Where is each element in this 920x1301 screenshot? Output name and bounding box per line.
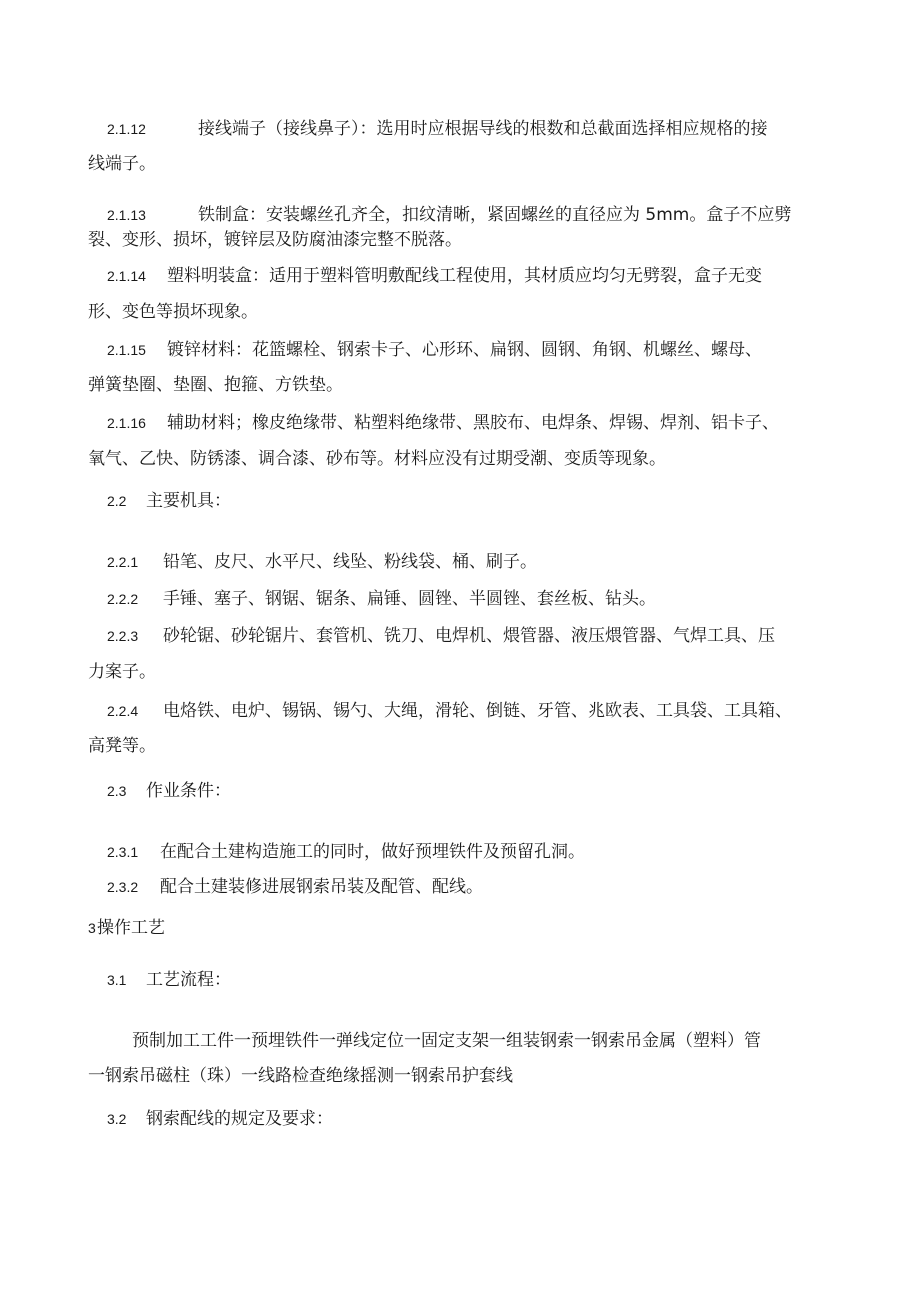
paragraph-line: 塑料明装盒：适用于塑料管明敷配线工程使用，其材质应均匀无劈裂，盒子无变 (167, 266, 762, 286)
section-number: 2.1.13 (107, 207, 146, 223)
paragraph-line: 镀锌材料：花篮螺栓、钢索卡子、心形环、扁钢、圆钢、角钢、机螺丝、螺母、 (167, 340, 762, 360)
section-heading: 作业条件： (146, 781, 231, 801)
section-heading: 主要机具： (146, 491, 231, 511)
paragraph-line: 接线端子（接线鼻子）：选用时应根据导线的根数和总截面选择相应规格的接 (198, 119, 768, 139)
section-number: 2.1.12 (107, 121, 146, 137)
paragraph-line: 手锤、塞子、钢锯、锯条、扁锤、圆锉、半圆锉、套丝板、钻头。 (163, 589, 656, 609)
section-number: 2.3.1 (107, 844, 139, 860)
section-number: 2.1.16 (107, 415, 146, 431)
section-heading: 工艺流程： (146, 970, 231, 990)
section-number: 3.2 (107, 1111, 127, 1127)
paragraph-line: 氧气、乙快、防锈漆、调合漆、砂布等。材料应没有过期受潮、变质等现象。 (88, 449, 666, 469)
section-heading: 钢索配线的规定及要求： (146, 1109, 333, 1129)
section-number: 2.2.4 (107, 703, 139, 719)
section-number: 2.2.2 (107, 591, 139, 607)
section-number: 2.3 (107, 783, 127, 799)
section-number: 2.1.14 (107, 268, 146, 284)
paragraph-line: 弹簧垫圈、垫圈、抱箍、方铁垫。 (88, 375, 343, 395)
section-number: 2.2 (107, 493, 127, 509)
paragraph-line: 线端子。 (88, 154, 156, 174)
paragraph-line: 电烙铁、电炉、锡锅、锡勺、大绳，滑轮、倒链、牙管、兆欧表、工具袋、工具箱、 (163, 701, 792, 721)
paragraph-line: 铁制盒：安装螺丝孔齐全，扣纹清晰，紧固螺丝的直径应为 5mm。盒子不应劈 (198, 205, 792, 225)
section-number: 2.2.1 (107, 554, 139, 570)
section-number: 2.2.3 (107, 628, 139, 644)
paragraph-line: 一钢索吊磁柱（珠）一线路检查绝缘摇测一钢索吊护套线 (88, 1066, 513, 1086)
paragraph-line: 预制加工工件一预埋铁件一弹线定位一固定支架一组装钢索一钢索吊金属（塑料）管 (132, 1031, 761, 1051)
section-number: 3 (88, 920, 96, 936)
paragraph-line: 高凳等。 (88, 736, 156, 756)
paragraph-line: 裂、变形、损坏，镀锌层及防腐油漆完整不脱落。 (88, 230, 462, 250)
paragraph-line: 形、变色等损坏现象。 (88, 302, 258, 322)
paragraph-line: 辅助材料；橡皮绝缘带、粘塑料绝缘带、黑胶布、电焊条、焊锡、焊剂、铝卡子、 (167, 413, 779, 433)
paragraph-line: 力案子。 (88, 662, 156, 682)
section-heading: 操作工艺 (97, 918, 165, 938)
paragraph-line: 砂轮锯、砂轮锯片、套管机、铣刀、电焊机、煨管器、液压煨管器、气焊工具、压 (163, 626, 775, 646)
section-number: 2.1.15 (107, 342, 146, 358)
section-number: 2.3.2 (107, 879, 139, 895)
paragraph-line: 铅笔、皮尺、水平尺、线坠、粉线袋、桶、刷子。 (163, 552, 537, 572)
paragraph-line: 配合土建装修进展钢索吊装及配管、配线。 (160, 877, 483, 897)
paragraph-line: 在配合土建构造施工的同时，做好预埋铁件及预留孔洞。 (160, 842, 585, 862)
section-number: 3.1 (107, 972, 127, 988)
